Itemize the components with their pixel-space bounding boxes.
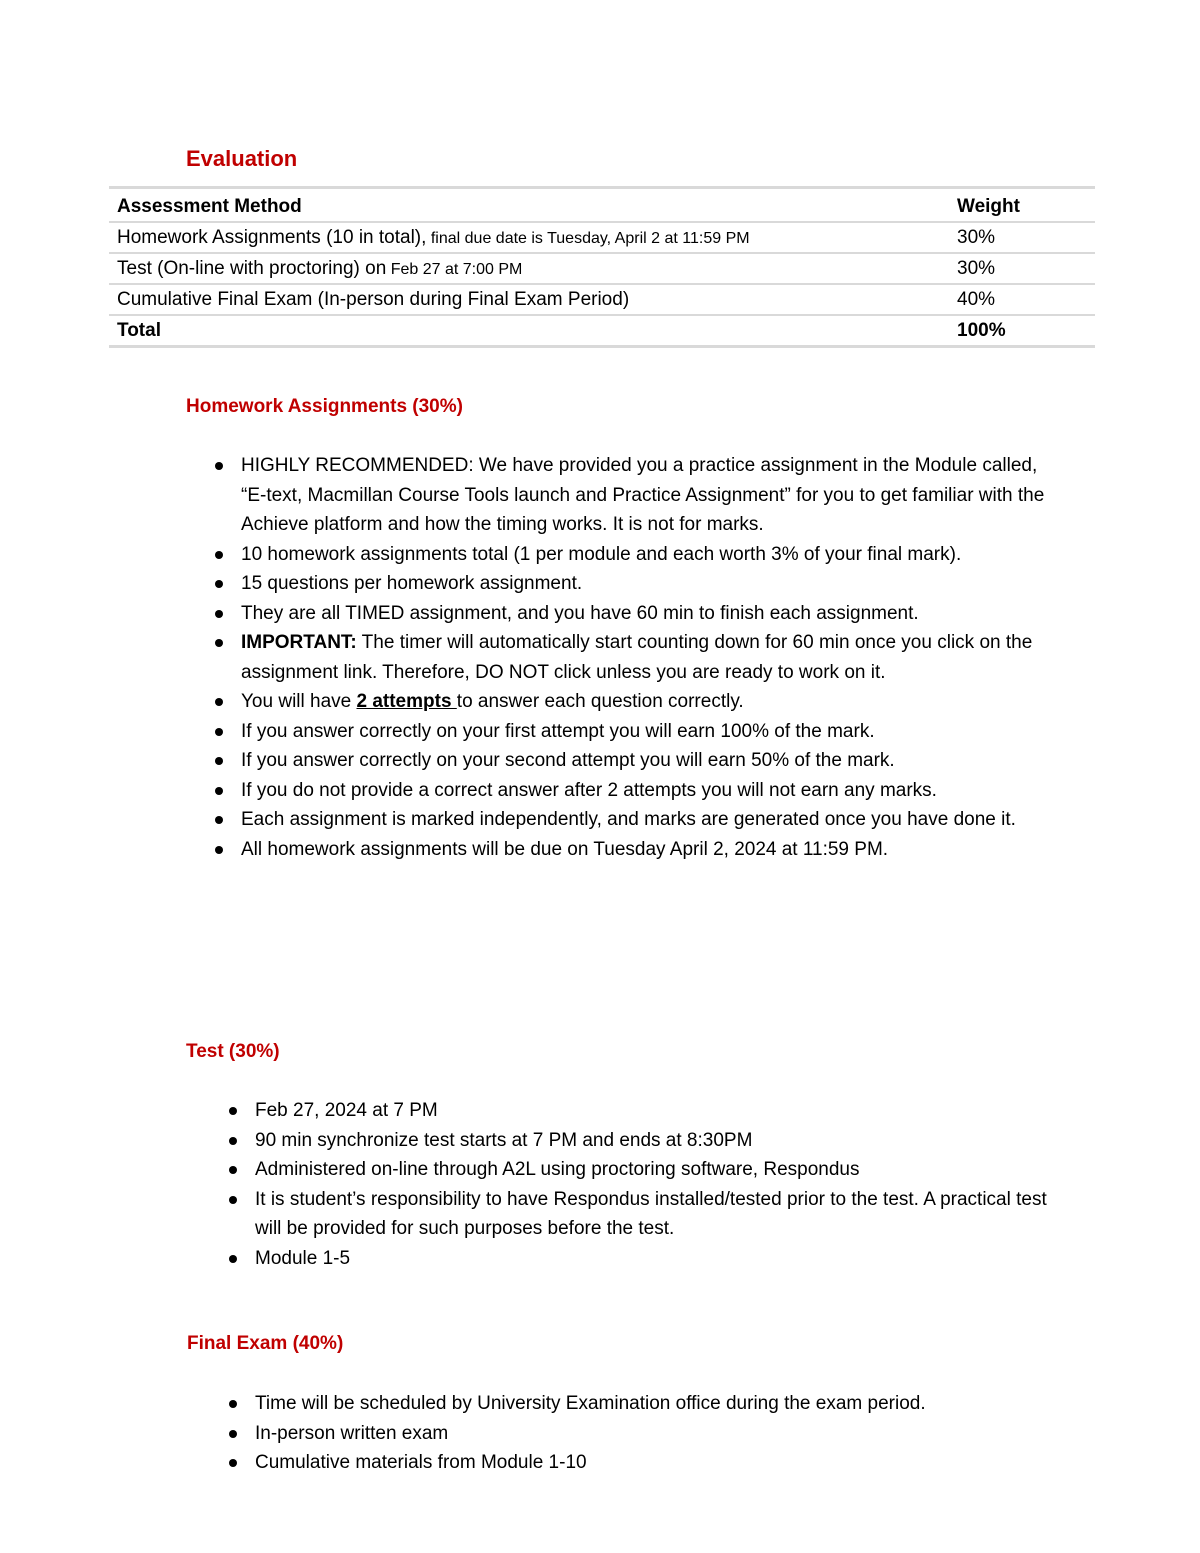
list-item: If you answer correctly on your second attempt you will earn 50% of the mark. [215, 746, 1065, 776]
table-header-row [109, 188, 1095, 223]
table-row [109, 253, 1095, 284]
list-item: HIGHLY RECOMMENDED: We have provided you a practice assignment in the Module called, “E-text, Macmillan Course Tools launch and Practice Assignment” for you to get familiar with the Achieve platform and how the timing works. It is not for marks. [215, 451, 1065, 540]
homework-section-title: Homework Assignments (30%) [186, 396, 463, 417]
header-assessment-method: Assessment Method [109, 188, 953, 223]
list-item: 90 min synchronize test starts at 7 PM and ends at 8:30PM [229, 1126, 1049, 1156]
method-text: Test (On-line with proctoring) on [117, 258, 387, 279]
list-item: 15 questions per homework assignment. [215, 569, 1065, 599]
table-row [109, 284, 1095, 315]
list-item: Time will be scheduled by University Examination office during the exam period. [229, 1389, 1109, 1419]
list-item: All homework assignments will be due on Tuesday April 2, 2024 at 11:59 PM. [215, 835, 1065, 865]
attempts-prefix: You will have [241, 691, 357, 712]
attempts-suffix: to answer each question correctly. [456, 691, 744, 712]
homework-list [215, 451, 1065, 864]
list-item: 10 homework assignments total (1 per module and each worth 3% of your final mark). [215, 540, 1065, 570]
row-weight: 40% [953, 284, 1095, 315]
row-method [109, 222, 953, 253]
total-label: Total [109, 315, 953, 347]
evaluation-title: Evaluation [186, 146, 298, 171]
list-item: Feb 27, 2024 at 7 PM [229, 1096, 1049, 1126]
test-list [229, 1096, 1049, 1273]
header-weight: Weight [953, 188, 1095, 223]
list-item: Module 1-5 [229, 1244, 1049, 1274]
row-method [109, 253, 953, 284]
list-item [215, 628, 1065, 687]
final-exam-section-title: Final Exam (40%) [187, 1333, 344, 1354]
list-item: Each assignment is marked independently, and marks are generated once you have done it. [215, 805, 1065, 835]
row-method [109, 284, 953, 315]
final-exam-list [229, 1389, 1109, 1478]
method-note: Feb 27 at 7:00 PM [386, 261, 523, 278]
list-item [215, 687, 1065, 717]
list-item: Administered on-line through A2L using proctoring software, Respondus [229, 1155, 1049, 1185]
method-note: final due date is Tuesday, April 2 at 11:59 PM [426, 230, 750, 247]
attempts-emphasis: 2 attempts [356, 691, 457, 712]
list-item: If you do not provide a correct answer after 2 attempts you will not earn any marks. [215, 776, 1065, 806]
list-item: In-person written exam [229, 1419, 1109, 1449]
method-text: Cumulative Final Exam (In-person during Final Exam Period) [117, 289, 630, 310]
list-item: Cumulative materials from Module 1-10 [229, 1448, 1109, 1478]
list-item: It is student’s responsibility to have Respondus installed/tested prior to the test. A practical test will be provided for such purposes before the test. [229, 1185, 1049, 1244]
test-section-title: Test (30%) [186, 1041, 280, 1062]
evaluation-table [109, 186, 1095, 348]
row-weight: 30% [953, 253, 1095, 284]
important-label: IMPORTANT: [241, 632, 357, 653]
method-text: Homework Assignments (10 in total), [117, 227, 427, 248]
list-item: They are all TIMED assignment, and you have 60 min to finish each assignment. [215, 599, 1065, 629]
row-weight: 30% [953, 222, 1095, 253]
table-total-row [109, 315, 1095, 347]
important-text: The timer will automatically start counting down for 60 min once you click on the assignment link. Therefore, DO NOT click unless you are ready to work on it. [241, 632, 1033, 683]
total-weight: 100% [953, 315, 1095, 347]
list-item: If you answer correctly on your first attempt you will earn 100% of the mark. [215, 717, 1065, 747]
table-row [109, 222, 1095, 253]
